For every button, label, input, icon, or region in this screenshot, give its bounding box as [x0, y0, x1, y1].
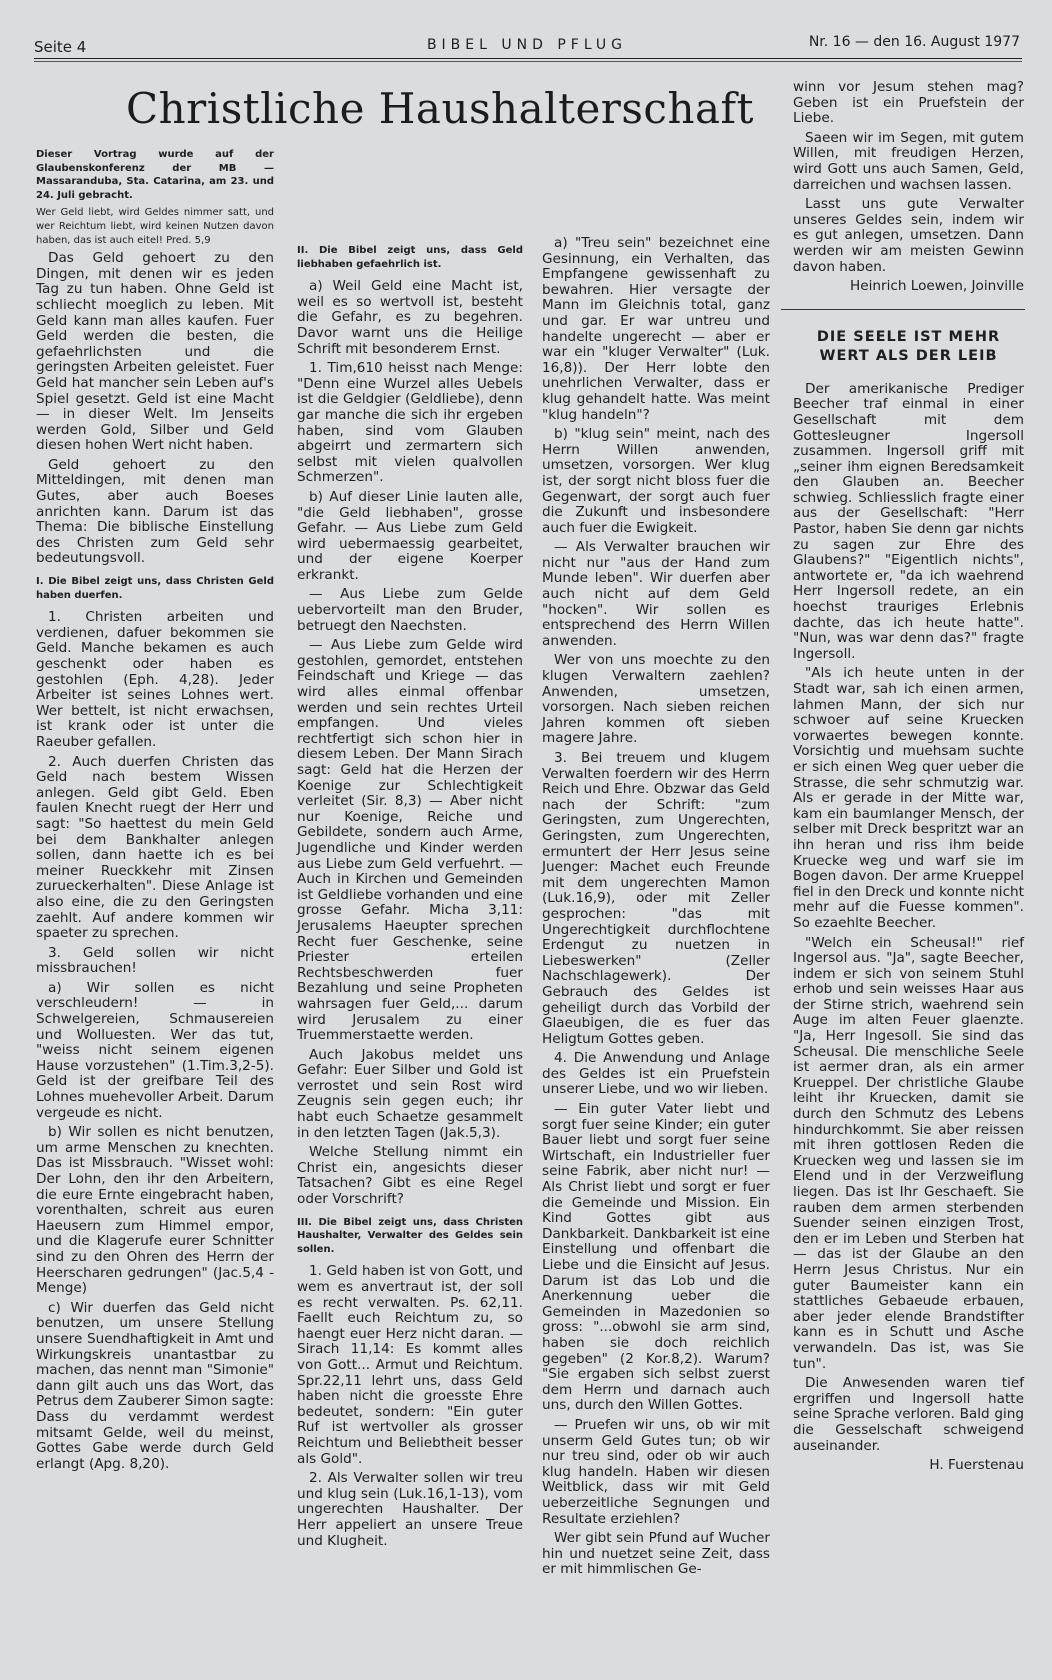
paragraph: Der amerikanische Prediger Beecher traf einmal in einer Gesellschaft mit dem Gottesleugner Ingersoll zusammen. Ingersoll griff mit „seiner ihm eignen Beredsamkeit den Glauben an. Beecher schwieg. Schliesslich fragte einer aus der Gesellschaft: "Herr Pastor, haben Sie denn gar nichts zu sagen zur Ehre des Glaubens?" "Eigentlich nichts", antwortete er, "da ich waehrend Herr Ingersoll redete, an ein hoechst trauriges Erlebnis dachte, das ich heute hatte". "Nun, was war denn das?" fragte Ingersoll.: [793, 380, 1024, 662]
page-header: [34, 34, 1020, 56]
paragraph: 1. Geld haben ist von Gott, und wem es anvertraut ist, der soll es recht verwalten. Ps. 62,11. Faellt euch Reichtum zu, so haengt euer Herz nicht daran. — Sirach 11,14: Es kommt alles von Gott... Armut und Reichtum. Spr.22,11 lehrt uns, dass Geld haben nicht die groesste Ehre bedeutet, sondern: "Ein guter Ruf ist wertvoller als grosser Reichtum und Beliebtheit besser als Gold".: [297, 1263, 523, 1467]
author-signature: H. Fuerstenau: [929, 1457, 1024, 1474]
paragraph: 3. Bei treuem und klugem Verwalten foerdern wir des Herrn Reich und Ehre. Obzwar das Geld nach der Schrift: "zum Geringsten, zum Ungerechten, Geringsten, zum Ungerechten, ermuntert der Herr Jesus seine Juenger: Machet euch Freunde mit dem ungerechten Mamon (Luk.16,9), oder mit Zeller gesprochen: "das mit Ungerechtigkeit durchflochtene Erdengut zu nuetzen in Liebeswerken" (Zeller Nachschlagewerk). Der Gebrauch des Geldes ist geheiligt durch das Vorbild der Glaeubigen, die es fuer das Heligtum Gottes geben.: [542, 750, 770, 1047]
column-3: [542, 236, 770, 1582]
column-1: [36, 148, 274, 1476]
section-heading: I. Die Bibel zeigt uns, dass Christen Geld haben duerfen.: [36, 576, 274, 601]
paragraph: a) Wir sollen es nicht verschleudern! — in Schwelgereien, Schmausereien und Wolluesten. Wer das tut, "weiss nicht seinem eigenen Hause vorzustehen" (1.Tim.3,2-5). Geld ist der greifbare Teil des Lohnes muehevoller Arbeit. Darum vergeude es nicht.: [36, 979, 274, 1121]
article-title: Christliche Haushalterschaft: [126, 84, 754, 133]
paragraph: "Als ich heute unten in der Stadt war, sah ich einen armen, lahmen Mann, der sich nur schwoer auf seine Kruecken vorwaertes bewegen konnte. Vorsichtig und muehsam suchte er sich einen Weg quer ueber die Strasse, die sehr schmutzig war. Als er gerade in der Mitte war, kam ein baumlanger Mensch, der selber mit Dreck bespritzt war an ihn heran und riss ihm beide Kruecke weg und warf sie im Bogen davon. Der arme Krueppel fiel in den Dreck und konnte nicht mehr auf die Fuesse kommen". So ezaehlte Beecher.: [793, 665, 1024, 931]
paragraph: Die Anwesenden waren tief ergriffen und Ingersoll hatte seine Sprache verloren. Bald ging die Gesselschaft schweigend auseinander.: [793, 1375, 1024, 1454]
section-heading: III. Die Bibel zeigt uns, dass Christen Haushalter, Verwalter des Geldes sein sollen.: [297, 1216, 523, 1255]
column-2: [297, 236, 523, 1553]
paragraph: — Ein guter Vater liebt und sorgt fuer seine Kinder; ein guter Bauer liebt und sorgt fuer seine Wirtschaft, ein Industrieller fuer seine Fabrik, aber nicht nur! — Als Christ liebt und sorgt er fuer die Gemeinde und Mission. Ein Kind Gottes gibt aus Dankbarkeit. Dankbarkeit ist eine Einstellung und offenbart die Liebe und die Einsicht auf Jesus. Darum ist das Lob und die Anerkennung ueber die Gemeinden in Mazedonien so gross: "...obwohl sie arm sind, haben sie doch reichlich gegeben" (2 Kor.8,2). Warum? "Sie ergaben sich selbst zuerst dem Herrn und darnach auch uns, durch den Willen Gottes.: [542, 1101, 770, 1414]
paragraph: Welche Stellung nimmt ein Christ ein, angesichts dieser Tatsachen? Gibt es eine Regel oder Vorschrift?: [297, 1144, 523, 1208]
paragraph: Das Geld gehoert zu den Dingen, mit denen wir es jeden Tag zu tun haben. Ohne Geld ist schliecht moeglich zu leben. Mit Geld kann man alles kaufen. Fuer Geld werden die besten, die gefaehrlichsten und die geringsten Arbeiten geleistet. Fuer Geld hat mancher sein Leben auf's Spiel gesetzt. Geld ist eine Macht — in dieser Welt. Im Jenseits werden Gold, Silber und Geld diesen hohen Wert nicht haben.: [36, 250, 274, 454]
paragraph: 3. Geld sollen wir nicht missbrauchen!: [36, 944, 274, 977]
paragraph: b) "klug sein" meint, nach des Herrn Willen anwenden, umsetzen, vorsorgen. Wer klug ist, der sorgt nicht bloss fuer die Gegenwart, der sorgt auch fuer die Zukunft und insbesondere auch fuer die Ewigkeit.: [542, 426, 770, 536]
paragraph: Wer von uns moechte zu den klugen Verwaltern zaehlen? Anwenden, umsetzen, vorsorgen. Nach sieben reichen Jahren kommen oft sieben magere Jahre.: [542, 652, 770, 747]
paragraph: 1. Christen arbeiten und verdienen, dafuer bekommen sie Geld. Manche bekamen es auch geschenkt oder haben es gestohlen (Eph. 4,28). Jeder Arbeiter ist seines Lohnes wert. Wer bettelt, ist nicht erwachsen, ist krank oder ist unter die Raeuber gefallen.: [36, 609, 274, 750]
paragraph: Saeen wir im Segen, mit gutem Willen, mit freudigen Herzen, wird Gott uns auch Samen, Geld, darreichen und wachsen lassen.: [793, 129, 1024, 193]
paragraph: — Pruefen wir uns, ob wir mit unserm Geld Gutes tun; ob wir nur treu sind, oder ob wir auch klug handeln. Haben wir diesen Weitblick, dass wir mit Geld ueberzeitliche Segnungen und Resultate erziehlen?: [542, 1416, 770, 1527]
paragraph: Lasst uns gute Verwalter unseres Geldes sein, indem wir es gut anlegen, umsetzen. Dann werden wir am meisten Gewinn davon haben.: [793, 196, 1024, 275]
paragraph: 2. Als Verwalter sollen wir treu und klug sein (Luk.16,1-13), vom ungerechten Haushalter. Der Herr appeliert an unsere Treue und Klugheit.: [297, 1470, 523, 1549]
paragraph: a) "Treu sein" bezeichnet eine Gesinnung, ein Verhalten, das Empfangene gewissenhaft zu bewahren. Hier versagte der Mann im Gleichnis total, ganz und gar. Er war untreu und handelte ungerecht — aber er war ein "kluger Verwalter" (Luk. 16,8)). Der Herr lobte den unehrlichen Verwalter, dass er klug gehandelt hatte. Was meint "klug handeln"?: [542, 235, 770, 423]
epigraph-quote: Wer Geld liebt, wird Geldes nimmer satt, und wer Reichtum liebt, wird keinen Nutzen davon haben, das ist auch eitel! Pred. 5,9: [36, 207, 274, 246]
paragraph: Auch Jakobus meldet uns Gefahr: Euer Silber und Gold ist verrostet und sein Rost wird Zeugnis sein gegen euch; ihr habt euch Schaetze gesammelt in den letzten Tagen (Jak.5,3).: [297, 1046, 523, 1141]
article-heading: DIE SEELE IST MEHR WERT ALS DER LEIB: [816, 328, 1001, 364]
paragraph: 4. Die Anwendung und Anlage des Geldes ist ein Pruefstein unserer Liebe, und wo wir lieben.: [542, 1050, 770, 1098]
header-rule-secondary: [34, 61, 1022, 62]
paragraph: "Welch ein Scheusal!" rief Ingersol aus. "Ja", sagte Beecher, indem er sich von seinem Stuhl erhob und sein weisses Haar aus der Stirne strich, waehrend sein Auge im alten Feuer glaenzte. "Ja, Herr Ingesoll. Sie sind das Scheusal. Die menschliche Seele ist aermer dran, als ein armer Krueppel. Der christliche Glaube leiht ihr Kruecken, damit sie durch den Schmutz des Lebens hindurchkommt. Sie aber reissen mit ihren gottlosen Reden die Kruecken weg und lassen sie im Elend und in der Verzweiflung liegen. Das ist Ihr Geschaeft. Sie rauben dem armen sterbenden Suender seinen einzigen Trost, den er im Leben und Sterben hat — das ist der Glaube an den Herrn Jesus Christus. Nur ein guter Baumeister kann ein stattliches Gebaeude erbauen, aber jeder elende Brandstifter kann es in Schutt und Asche verwandeln. Das ist, was Sie tun".: [793, 934, 1024, 1372]
paragraph: Geld gehoert zu den Mitteldingen, mit denen man Gutes, aber auch Boeses anrichten kann. Darum ist das Thema: Die biblische Einstellung des Christen zum Geld sehr bedeutungsvoll.: [36, 456, 274, 567]
paragraph: — Aus Liebe zum Gelde uebervorteilt man den Bruder, betruegt den Naechsten.: [297, 586, 523, 634]
author-signature: Heinrich Loewen, Joinville: [850, 278, 1024, 295]
paragraph: a) Weil Geld eine Macht ist, weil es so wertvoll ist, besteht die Gefahr, es zu begehren. Davor warnt uns die Heilige Schrift mit besonderem Ernst.: [297, 278, 523, 357]
masthead: BIBEL UND PFLUG: [426, 37, 628, 53]
column-4: [793, 80, 1024, 1478]
paragraph: 2. Auch duerfen Christen das Geld nach bestem Wissen anlegen. Geld gibt Geld. Eben faulen Knecht ruegt der Herr und sagt: "So haettest du mein Geld bei dem Bankhalter anlegen sollen, dann haette ich es bei meiner Rueckkehr mit Zinsen zurueckerhalten". Diese Anlage ist also eine, die zu den Geringsten zaehlt. Auf andere kommen wir spaeter zu sprechen.: [36, 753, 274, 942]
header-rule: [34, 58, 1022, 59]
paragraph: c) Wir duerfen das Geld nicht benutzen, um unsere Stellung unsere Suendhaftigkeit in Amt und Wirkungskreis unantastbar zu machen, das nennt man "Simonie" dann gilt auch uns das Wort, das Petrus dem Zauberer Simon sagte: Dass du verdammt werdest mitsamt Gelde, weil du meinst, Gottes Gabe werde durch Geld erlangt (Apg. 8,20).: [36, 1299, 274, 1472]
article-divider: [781, 309, 1025, 310]
paragraph: — Aus Liebe zum Gelde wird gestohlen, gemordet, entstehen Feindschaft und Kriege — das wird alles einmal offenbar werden und sein rechtes Urteil empfangen. Und vieles rechtfertigt sich schon hier in diesem Leben. Der Mann Sirach sagt: Geld hat die Herzen der Koenige zur Schlechtigkeit verleitet (Sir. 8,3) — Aber nicht nur Koenige, Reiche und Gebildete, sondern auch Arme, Jugendliche und Kinder werden aus Liebe zum Geld verfuehrt. — Auch in Kirchen und Gemeinden ist Geldliebe vorhanden und eine grosse Gefahr. Micha 3,11: Jerusalems Haeupter sprechen Recht fuer Geschenke, seine Priester erteilen Rechtsbeschwerden fuer Bezahlung und seine Propheten wahrsagen fuer Geld,... darum wird Jerusalem zu einer Truemmerstaette werden.: [297, 637, 523, 1044]
article-intro: Dieser Vortrag wurde auf der Glaubenskonferenz der MB — Massaranduba, Sta. Catarina, am 23. und 24. Juli gebracht.: [36, 149, 274, 201]
paragraph: b) Wir sollen es nicht benutzen, um arme Menschen zu knechten. Das ist Missbrauch. "Wisset wohl: Der Lohn, den ihr den Arbeitern, die eure Ernte eingebracht haben, vorenthalten, schreit aus euren Haeusern zum Himmel empor, und die Klagerufe eurer Schnitter sind zu den Ohren des Herrn der Heerscharen gedrungen" (Jac.5,4 - Menge): [36, 1124, 274, 1297]
paragraph: — Als Verwalter brauchen wir nicht nur "aus der Hand zum Munde leben". Wir duerfen aber auch nicht auf dem Geld "hocken". Wir sollen es entsprechend des Herrn Willen anwenden.: [542, 539, 770, 649]
page-number: Seite 4: [34, 38, 87, 56]
paragraph: 1. Tim,610 heisst nach Menge: "Denn eine Wurzel alles Uebels ist die Geldgier (Geldliebe), denn gar manche die sich ihr ergeben haben, sind vom Glauben abgeirrt und zermartern sich selbst mit vielen qualvollen Schmerzen".: [297, 360, 523, 486]
section-heading: II. Die Bibel zeigt uns, dass Geld liebhaben gefaehrlich ist.: [297, 245, 523, 270]
issue-date: Nr. 16 — den 16. August 1977: [808, 34, 1020, 50]
paragraph: Wer gibt sein Pfund auf Wucher hin und nuetzet seine Zeit, dass er mit himmlischen Ge-: [542, 1530, 770, 1578]
paragraph: winn vor Jesum stehen mag? Geben ist ein Pruefstein der Liebe.: [793, 79, 1024, 127]
paragraph: b) Auf dieser Linie lauten alle, "die Geld liebhaben", grosse Gefahr. — Aus Liebe zum Geld wird uebermaessig gearbeitet, und der eigene Koerper erkrankt.: [297, 488, 523, 583]
